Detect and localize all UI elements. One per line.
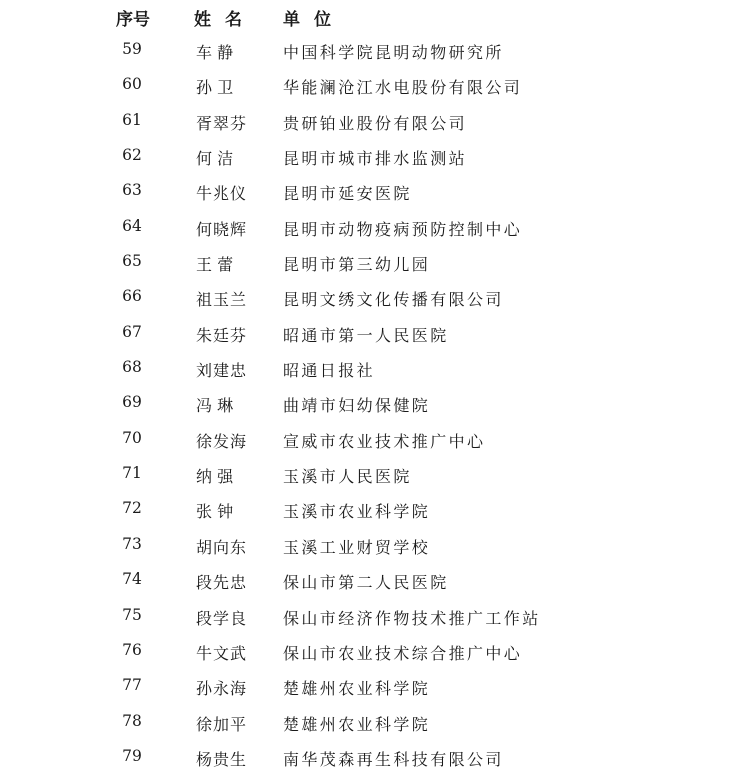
row-number: 68 (122, 358, 142, 377)
table-row (0, 103, 744, 138)
row-unit: 玉溪市人民医院 (283, 467, 412, 487)
row-name: 何 洁 (196, 149, 234, 169)
header-name: 姓名 (194, 10, 256, 30)
row-name: 牛兆仪 (196, 184, 248, 204)
row-name: 朱廷芬 (196, 325, 248, 345)
row-unit: 玉溪市农业科学院 (283, 502, 431, 522)
row-name: 徐发海 (196, 431, 248, 451)
row-unit: 玉溪工业财贸学校 (283, 537, 431, 557)
row-unit: 贵研铂业股份有限公司 (283, 113, 468, 133)
table-row (0, 32, 744, 67)
row-name: 徐加平 (196, 714, 248, 734)
row-number: 63 (122, 181, 142, 200)
row-unit: 保山市经济作物技术推广工作站 (283, 608, 541, 628)
row-number: 69 (122, 393, 142, 412)
table-row (0, 209, 744, 244)
row-number: 60 (122, 75, 142, 94)
row-number: 59 (122, 40, 142, 58)
table-header (0, 2, 744, 30)
table-row (0, 315, 744, 350)
row-number: 76 (122, 640, 142, 659)
row-unit: 楚雄州农业科学院 (283, 714, 431, 734)
row-number: 77 (122, 676, 142, 695)
row-name: 王 蕾 (196, 255, 234, 275)
row-name: 纳 强 (196, 467, 234, 487)
table-row (0, 739, 744, 774)
row-unit: 华能澜沧江水电股份有限公司 (283, 78, 523, 98)
table-row (0, 704, 744, 739)
row-number: 72 (122, 499, 142, 518)
row-name: 车 静 (196, 43, 234, 62)
table-row (0, 244, 744, 279)
row-unit: 昭通日报社 (283, 361, 376, 381)
row-number: 73 (122, 534, 142, 553)
row-name: 冯 琳 (196, 396, 234, 416)
row-name: 牛文武 (196, 643, 248, 663)
header-unit: 单位 (283, 10, 345, 30)
row-unit: 昆明市动物疫病预防控制中心 (283, 219, 523, 239)
header-number: 序号 (116, 10, 150, 30)
table-row (0, 279, 744, 314)
row-unit: 昆明文绣文化传播有限公司 (283, 290, 504, 310)
table-row (0, 562, 744, 597)
table-row (0, 385, 744, 420)
row-unit: 楚雄州农业科学院 (283, 679, 431, 699)
row-name: 祖玉兰 (196, 290, 248, 310)
row-unit: 昆明市城市排水监测站 (283, 149, 468, 169)
row-unit: 南华茂森再生科技有限公司 (283, 749, 504, 769)
row-number: 78 (122, 711, 142, 730)
row-unit: 曲靖市妇幼保健院 (283, 396, 431, 416)
row-number: 75 (122, 605, 142, 624)
table-row (0, 67, 744, 102)
row-number: 62 (122, 146, 142, 165)
table-row (0, 633, 744, 668)
row-name: 何晓辉 (196, 219, 248, 239)
row-name: 孙 卫 (196, 78, 234, 98)
row-unit: 中国科学院昆明动物研究所 (283, 43, 504, 62)
row-name: 胥翠芬 (196, 113, 248, 133)
table-row (0, 350, 744, 385)
table-body (0, 32, 744, 774)
row-unit: 昆明市第三幼儿园 (283, 255, 431, 275)
table-row (0, 421, 744, 456)
row-number: 66 (122, 287, 142, 306)
table-row (0, 527, 744, 562)
row-number: 64 (122, 216, 142, 235)
table-row (0, 138, 744, 173)
row-unit: 保山市第二人民医院 (283, 573, 449, 593)
row-number: 70 (122, 428, 142, 447)
row-name: 刘建忠 (196, 361, 248, 381)
table-row (0, 598, 744, 633)
row-number: 61 (122, 110, 142, 129)
row-name: 张 钟 (196, 502, 234, 522)
table-row (0, 456, 744, 491)
row-unit: 昆明市延安医院 (283, 184, 412, 204)
row-name: 段先忠 (196, 573, 248, 593)
row-name: 胡向东 (196, 537, 248, 557)
row-number: 79 (122, 746, 142, 765)
row-name: 段学良 (196, 608, 248, 628)
row-number: 67 (122, 322, 142, 341)
row-number: 71 (122, 464, 142, 483)
row-number: 74 (122, 570, 142, 589)
row-name: 杨贵生 (196, 749, 248, 769)
row-name: 孙永海 (196, 679, 248, 699)
row-unit: 昭通市第一人民医院 (283, 325, 449, 345)
table-row (0, 668, 744, 703)
row-unit: 保山市农业技术综合推广中心 (283, 643, 523, 663)
table-row (0, 173, 744, 208)
row-unit: 宣威市农业技术推广中心 (283, 431, 486, 451)
table-row (0, 491, 744, 526)
row-number: 65 (122, 252, 142, 271)
